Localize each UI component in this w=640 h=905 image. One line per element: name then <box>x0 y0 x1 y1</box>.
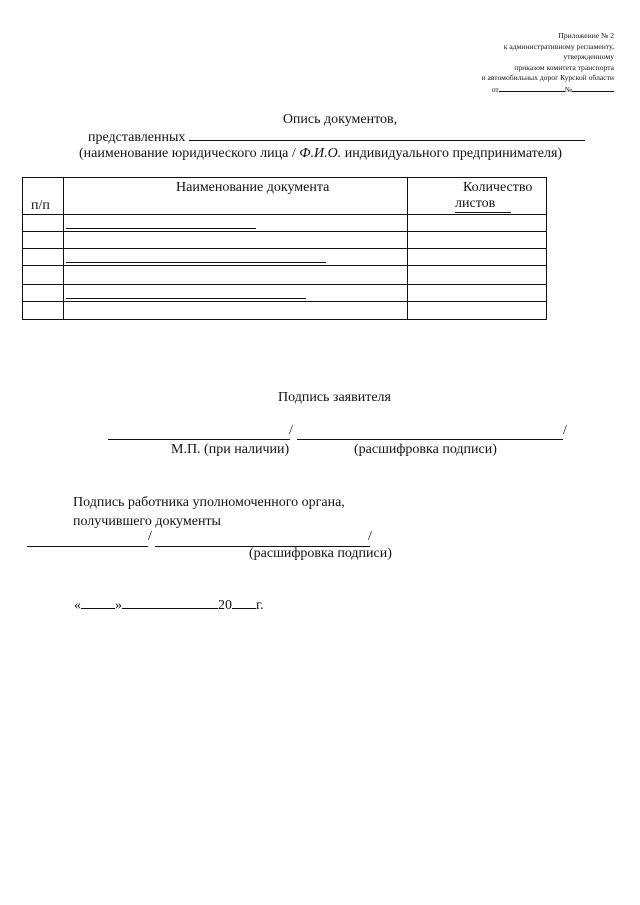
table-row-divider <box>23 284 546 285</box>
annex-line-5: и автомобильных дорог Курской области <box>481 73 614 83</box>
cell-entry-line <box>66 262 326 263</box>
date-line <box>74 597 264 614</box>
worker-line-1: Подпись работника уполномоченного органа, <box>73 495 345 510</box>
presented-line <box>88 129 585 146</box>
page-title: Опись документов, <box>282 112 398 127</box>
annex-number-blank <box>572 84 614 92</box>
annex-number-label: № <box>564 84 572 94</box>
applicant-slash-end: / <box>563 423 567 438</box>
documents-table <box>22 177 547 320</box>
presented-blank <box>189 129 585 141</box>
cell-entry-line <box>66 228 256 229</box>
year-prefix: 20 <box>218 598 232 613</box>
annex-from-label: от <box>491 84 499 94</box>
worker-slash-end: / <box>368 529 372 544</box>
worker-signature-block <box>73 493 345 531</box>
date-close-quote: » <box>115 598 122 613</box>
caption-after: индивидуального предпринимателя) <box>341 146 563 161</box>
applicant-signature-line <box>108 439 290 440</box>
annex-line-1: Приложение № 2 <box>558 31 614 40</box>
header-number: п/п <box>31 198 50 213</box>
applicant-slash: / <box>289 423 293 438</box>
annex-header <box>394 31 614 96</box>
worker-slash: / <box>148 529 152 544</box>
year-blank <box>232 597 256 609</box>
caption-before: (наименование юридического лица / <box>79 146 300 161</box>
month-blank <box>122 597 218 609</box>
header-count-line1: Количество <box>463 180 533 195</box>
annex-line-2: к административному регламенту, <box>503 41 614 51</box>
table-row-divider <box>23 265 546 266</box>
table-row-divider <box>23 301 546 302</box>
presenter-caption <box>79 146 562 162</box>
cell-entry-line <box>66 298 306 299</box>
worker-decoding-label: (расшифровка подписи) <box>249 546 392 561</box>
table-row-divider <box>23 248 546 249</box>
date-open-quote: « <box>74 598 81 613</box>
annex-date-number-line <box>394 84 614 96</box>
table-header-divider <box>23 214 546 215</box>
applicant-decoding-label: (расшифровка подписи) <box>354 442 497 457</box>
stamp-label: М.П. (при наличии) <box>171 442 290 457</box>
presented-label: представленных <box>88 130 186 145</box>
day-blank <box>81 597 115 609</box>
worker-signature-line <box>27 546 148 547</box>
year-suffix: г. <box>256 598 264 613</box>
annex-line-3: утвержденному <box>563 52 614 62</box>
table-row-divider <box>23 231 546 232</box>
annex-line-4: приказом комитета транспорта <box>514 62 614 72</box>
worker-line-2: получившего документы <box>73 514 221 529</box>
annex-date-blank <box>499 84 565 92</box>
applicant-signature-title: Подпись заявителя <box>278 390 391 405</box>
applicant-decoding-line <box>297 439 563 440</box>
caption-italic: Ф.И.О. <box>299 146 342 161</box>
header-count-line2: листов <box>455 196 511 213</box>
header-document-name: Наименование документа <box>176 180 330 195</box>
